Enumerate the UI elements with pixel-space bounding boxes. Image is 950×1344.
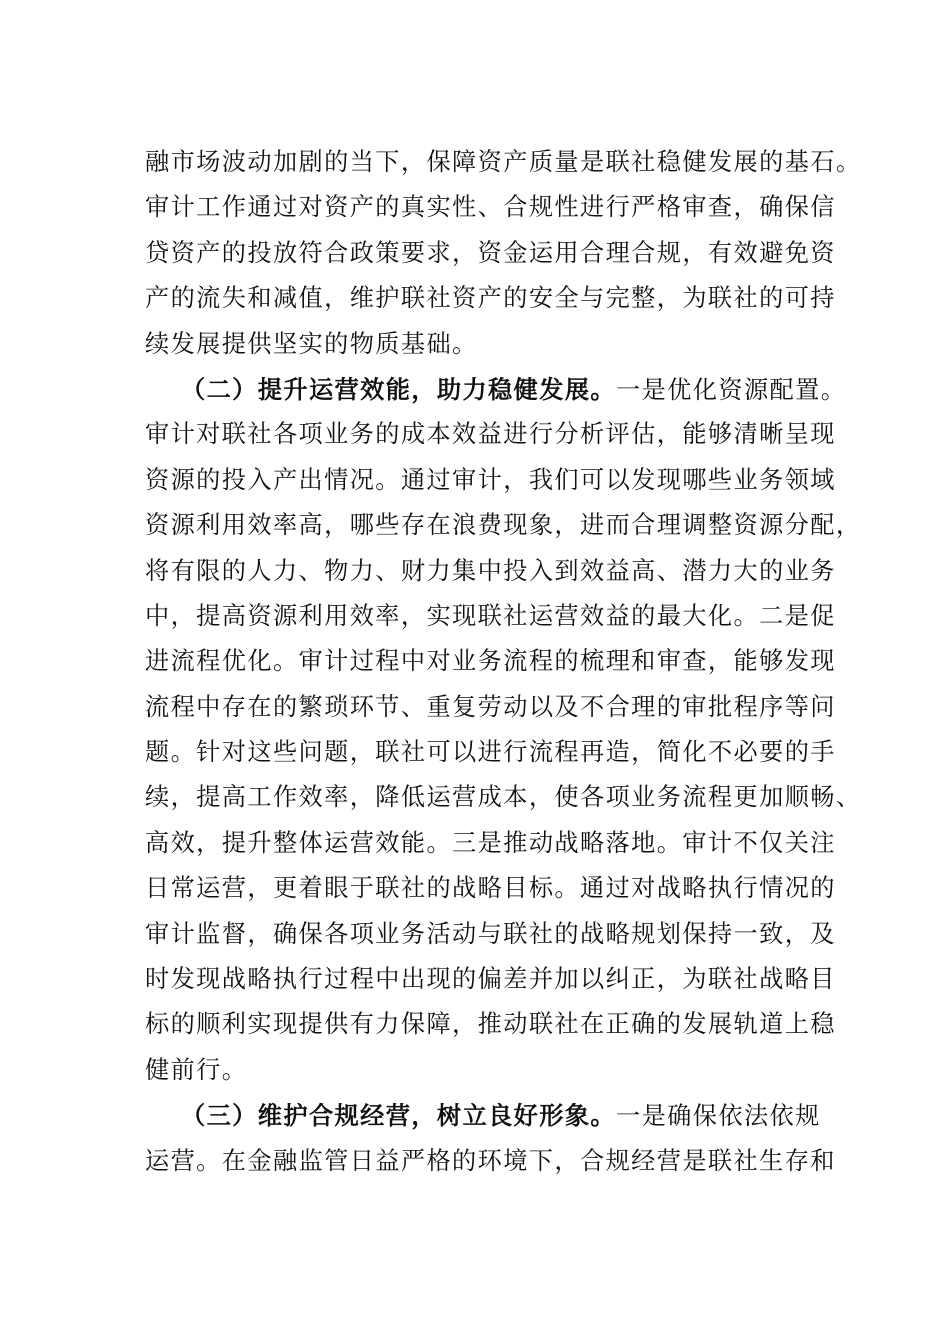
text-line: 将有限的人力、物力、财力集中投入到效益高、潜力大的业务: [145, 556, 836, 585]
text-run: 一是确保依法依规: [616, 1102, 821, 1131]
text-line: 标的顺利实现提供有力保障，推动联社在正确的发展轨道上稳: [145, 1010, 836, 1039]
text-line: 融市场波动加剧的当下，保障资产质量是联社稳健发展的基石。: [145, 148, 862, 176]
text-line: 续发展提供坚实的物质基础。: [145, 329, 478, 358]
text-line: 产的流失和减值，维护联社资产的安全与完整，为联社的可持: [145, 284, 836, 313]
text-line: 资源利用效率高，哪些存在浪费现象，进而合理调整资源分配，: [145, 511, 862, 540]
text-line: 审计监督，确保各项业务活动与联社的战略规划保持一致，及: [145, 919, 836, 948]
text-line: 审计工作通过对资产的真实性、合规性进行严格审查，确保信: [145, 193, 836, 222]
document-page: [145, 140, 862, 1184]
section-heading-2: （二）提升运营效能，助力稳健发展。: [181, 374, 616, 404]
text-line: 运营。在金融监管日益严格的环境下，合规经营是联社生存和: [145, 1146, 836, 1175]
section-heading-3: （三）维护合规经营，树立良好形象。: [181, 1101, 616, 1131]
paragraph-operational-efficiency: [145, 367, 862, 1093]
text-line: 进流程优化。审计过程中对业务流程的梳理和审查，能够发现: [145, 647, 836, 676]
text-line: 流程中存在的繁琐环节、重复劳动以及不合理的审批程序等问: [145, 692, 836, 721]
paragraph-first-line: [145, 1093, 835, 1138]
text-line: 资源的投入产出情况。通过审计，我们可以发现哪些业务领域: [145, 465, 836, 494]
text-line: 贷资产的投放符合政策要求，资金运用合理合规，有效避免资: [145, 238, 836, 267]
text-line: 续，提高工作效率，降低运营成本，使各项业务流程更加顺畅、: [145, 783, 862, 812]
text-line: 健前行。: [145, 1055, 248, 1084]
text-line: 中，提高资源利用效率，实现联社运营效益的最大化。二是促: [145, 601, 836, 630]
text-run: 一是优化资源配置。: [616, 375, 847, 404]
paragraph-first-line: [145, 367, 847, 412]
paragraph-asset-quality: [145, 140, 862, 367]
paragraph-compliance: [145, 1093, 835, 1184]
text-line: 审计对联社各项业务的成本效益进行分析评估，能够清晰呈现: [145, 420, 836, 449]
text-line: 高效，提升整体运营效能。三是推动战略落地。审计不仅关注: [145, 828, 836, 857]
text-line: 题。针对这些问题，联社可以进行流程再造，简化不必要的手: [145, 738, 836, 767]
text-line: 日常运营，更着眼于联社的战略目标。通过对战略执行情况的: [145, 874, 836, 903]
text-line: 时发现战略执行过程中出现的偏差并加以纠正，为联社战略目: [145, 965, 836, 994]
